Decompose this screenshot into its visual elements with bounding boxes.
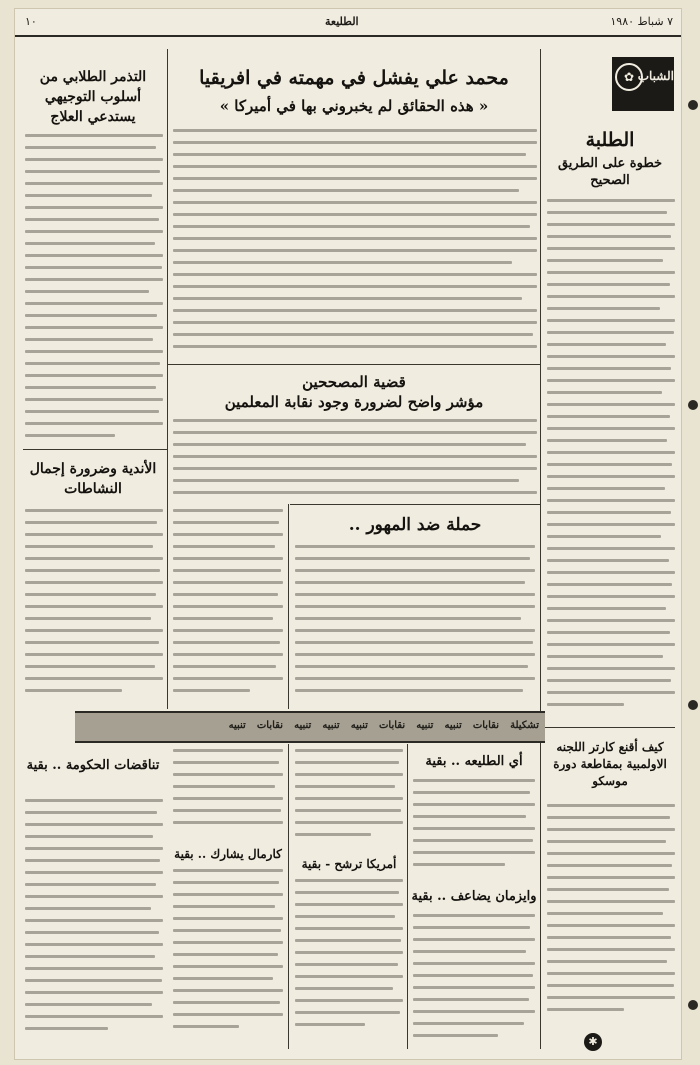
america-top-text bbox=[295, 749, 403, 849]
page-number: ١٠ bbox=[25, 15, 37, 28]
banner-item: نقابات bbox=[256, 720, 284, 731]
olympic-body-text bbox=[547, 804, 675, 1024]
students-body-text bbox=[547, 199, 675, 719]
ali-body-text bbox=[173, 129, 537, 359]
tuition-headline: التذمر الطلابي من أسلوب التوجيهي يستدعي العلاج bbox=[39, 69, 147, 125]
section-rule bbox=[23, 449, 167, 450]
binding-hole bbox=[688, 400, 698, 410]
star-emblem-icon: ✱ bbox=[584, 1033, 602, 1051]
section-rule bbox=[545, 727, 675, 728]
banner-item: نقابات bbox=[379, 720, 406, 731]
banner-item: تنبيه bbox=[416, 720, 434, 731]
banner-item: تنبيه bbox=[294, 720, 312, 731]
america-body-text bbox=[295, 879, 403, 1049]
youth-label: الشباب bbox=[637, 69, 674, 83]
section-rule bbox=[167, 364, 540, 365]
lebanon-body-text bbox=[25, 799, 163, 1049]
visits-headline: وايزمان يضاعف .. بقية bbox=[411, 889, 537, 904]
youth-pack-headline: أي الطليعه .. بقية bbox=[425, 754, 523, 769]
america-headline: أمريكا ترشح - بقية bbox=[301, 857, 397, 871]
clubs-body-text bbox=[25, 509, 163, 705]
newspaper-page bbox=[14, 8, 682, 1060]
banner-item: تنبيه bbox=[444, 720, 462, 731]
clubs-headline: الأندية وضرورة إجمال النشاطات bbox=[29, 461, 157, 497]
column-rule bbox=[288, 744, 289, 1049]
tuition-body-text bbox=[25, 134, 163, 444]
teachers-kicker: قضية المصححين bbox=[302, 373, 406, 391]
visits-body-text bbox=[173, 749, 283, 839]
banner-item: تشكيلة bbox=[510, 720, 539, 731]
section-name: الطليعة bbox=[325, 15, 359, 28]
ali-headline: محمد علي يفشل في مهمته في افريقيا bbox=[199, 67, 509, 89]
carter-headline: كارمال يشارك .. بقية bbox=[174, 847, 282, 861]
banner-item: نقابات bbox=[472, 720, 499, 731]
banner-item: تنبيه bbox=[322, 720, 340, 731]
lebanon-headline: تناقضات الحكومة .. بقية bbox=[26, 758, 160, 773]
banner-item: تنبيه bbox=[350, 720, 368, 731]
visits-more-text bbox=[413, 914, 535, 1049]
campaign-headline: حملة ضد المهور .. bbox=[348, 515, 482, 535]
column-rule bbox=[540, 49, 541, 1049]
carter-body-text bbox=[173, 869, 283, 1049]
issue-date: ٧ شباط ١٩٨٠ bbox=[610, 15, 673, 28]
olympic-headline: كيف أقنع كارتر اللجنه الاولمبية بمقاطعة دورة موسكو bbox=[553, 740, 667, 788]
page-header bbox=[15, 9, 681, 37]
youth-logo-icon: ✿ bbox=[615, 63, 643, 91]
announcement-banner bbox=[75, 711, 545, 743]
students-subheadline: خطوة على الطريق الصحيح bbox=[557, 156, 663, 188]
banner-item: تنبيه bbox=[228, 720, 246, 731]
youth-pack-body-text bbox=[413, 779, 535, 879]
teachers-headline: مؤشر واضح لضرورة وجود نقابة المعلمين bbox=[224, 393, 484, 411]
column-rule bbox=[407, 744, 408, 1049]
binding-hole bbox=[688, 100, 698, 110]
students-headline: الطلبة bbox=[585, 129, 635, 151]
column-rule bbox=[167, 49, 168, 709]
binding-hole bbox=[688, 700, 698, 710]
teachers-body-text bbox=[173, 419, 537, 501]
binding-hole bbox=[688, 1000, 698, 1010]
teachers-continued-text bbox=[173, 509, 283, 705]
ali-subheadline: « هذه الحقائق لم يخبروني بها في أميركا » bbox=[219, 97, 489, 115]
section-rule bbox=[290, 504, 540, 505]
column-rule bbox=[288, 504, 289, 709]
campaign-body-text bbox=[295, 545, 535, 705]
